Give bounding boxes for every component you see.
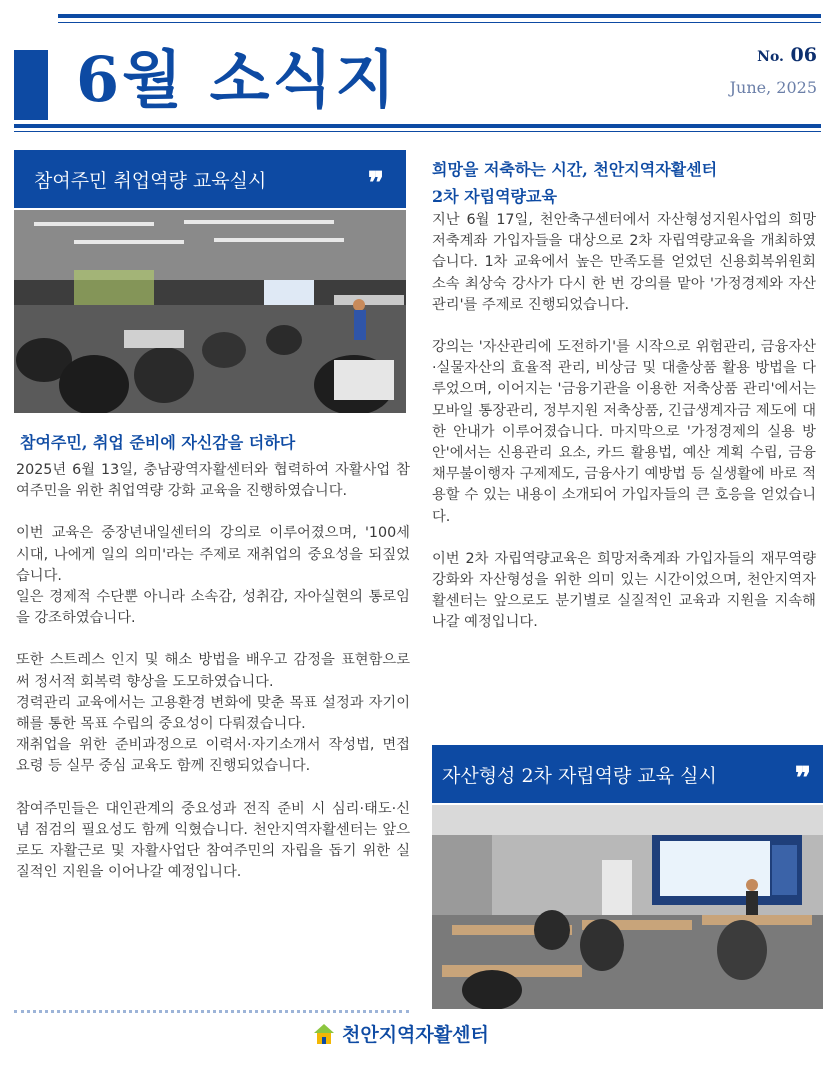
paragraph-gap — [432, 316, 816, 337]
house-logo-icon — [312, 1022, 336, 1046]
right-article-subheading — [432, 156, 717, 210]
right-banner-title: 자산형성 2차 자립역량 교육 실시 — [442, 764, 717, 787]
issue-label: No. — [757, 49, 784, 65]
left-article-subheading: 참여주민, 취업 준비에 자신감을 더하다 — [20, 433, 296, 452]
issue-number-value: 06 — [790, 44, 817, 66]
header-top-rule — [58, 14, 821, 18]
left-paragraph: 또한 스트레스 인지 및 해소 방법을 배우고 감정을 표현함으로써 정서적 회복력 향상을 도모하였습니다. — [16, 652, 410, 690]
paragraph-gap — [16, 778, 410, 799]
header-top-thin-rule — [58, 22, 821, 23]
header-bottom-rule — [14, 124, 821, 128]
left-paragraph: 경력관리 교육에서는 고용환경 변화에 맞춘 목표 설정과 자기이해를 통한 목표 수립의 중요성이 다뤄졌습니다. — [16, 694, 410, 733]
paragraph-gap — [432, 528, 816, 549]
footer-org-name: 천안지역자활센터 — [342, 1024, 489, 1046]
right-article-banner — [432, 745, 823, 803]
left-article-banner — [14, 150, 406, 208]
right-paragraph: 이번 2차 자립역량교육은 희망저축계좌 가입자들의 재무역량 강화와 자산형성을 위한 의미 있는 시간이었으며, 천안지역자활센터는 앞으로도 분기별로 실질적인 교육과 지원을 지속해 나갈 예정입니다. — [432, 550, 816, 631]
left-banner-title: 참여주민 취업역량 교육실시 — [34, 169, 267, 192]
paragraph-gap — [16, 502, 410, 523]
header-accent-block — [14, 50, 48, 120]
left-paragraph: 재취업을 위한 준비과정으로 이력서·자기소개서 작성법, 면접 요령 등 실무 중심 교육도 함께 진행되었습니다. — [16, 737, 410, 775]
classroom-photo-icon — [14, 210, 406, 413]
footer-dotted-divider — [14, 1010, 409, 1013]
header-bottom-thin-rule — [14, 131, 821, 132]
left-paragraph: 이번 교육은 중장년내일센터의 강의로 이루어졌으며, '100세 시대, 나에게 일의 의미'라는 주제로 재취업의 중요성을 되짚었습니다. — [16, 525, 410, 584]
right-subheading-line2: 2차 자립역량교육 — [432, 187, 557, 206]
right-article-body — [432, 210, 816, 634]
left-paragraph: 일은 경제적 수단뿐 아니라 소속감, 성취감, 자아실현의 통로임을 강조하였습니다. — [16, 589, 410, 627]
quote-icon: ❞ — [367, 166, 384, 201]
paragraph-gap — [16, 629, 410, 650]
left-paragraph: 참여주민들은 대인관계의 중요성과 전직 준비 시 심리·태도·신념 점검의 필요성도 함께 익혔습니다. 천안지역자활센터는 앞으로도 자활근로 및 자활사업단 참여주민의 자립을 돕기 위한 실질적인 지원을 이어나갈 예정입니다. — [16, 800, 410, 881]
right-paragraph: 강의는 '자산관리에 도전하기'를 시작으로 위험관리, 금융자산·실물자산의 효율적 관리, 비상금 및 대출상품 활용 방법을 다루었으며, 이어지는 '금융기관을 이용한 저축상품 관리'에서는 모바일 통장관리, 정부지원 저축상품, 긴급생계자금 제도에 대한 안내가 이루어졌습니다. 마지막으로 '가정경제의 실용 방안'에서는 신용관리 요소, 카드 활용법, 예산 계획 수립, 금융채무불이행자 구제제도, 금융사기 예방법 등 실생활에 바로 적용할 수 있는 내용이 소개되어 가입자들의 큰 호응을 얻었습니다. — [432, 339, 816, 525]
quote-icon: ❞ — [794, 761, 811, 796]
seminar-photo-icon — [432, 805, 823, 1009]
issue-number — [757, 44, 817, 66]
issue-date: June, 2025 — [729, 78, 817, 97]
left-paragraph: 2025년 6월 13일, 충남광역자활센터와 협력하여 자활사업 참여주민을 위한 취업역량 강화 교육을 진행하였습니다. — [16, 462, 410, 500]
right-paragraph: 지난 6월 17일, 천안축구센터에서 자산형성지원사업의 희망저축계좌 가입자들을 대상으로 2차 자립역량교육을 개최하였습니다. 1차 교육에서 높은 만족도를 얻었던 신용회복위원회 소속 최상숙 강사가 다시 한 번 강의를 맡아 '가정경제와 자산관리'를 주제로 진행되었습니다. — [432, 212, 816, 313]
newsletter-title: 6월 소식지 — [76, 43, 399, 116]
left-article-body — [16, 460, 410, 883]
right-subheading-line1: 희망을 저축하는 시간, 천안지역자활센터 — [432, 160, 718, 179]
footer-org — [312, 1020, 489, 1047]
